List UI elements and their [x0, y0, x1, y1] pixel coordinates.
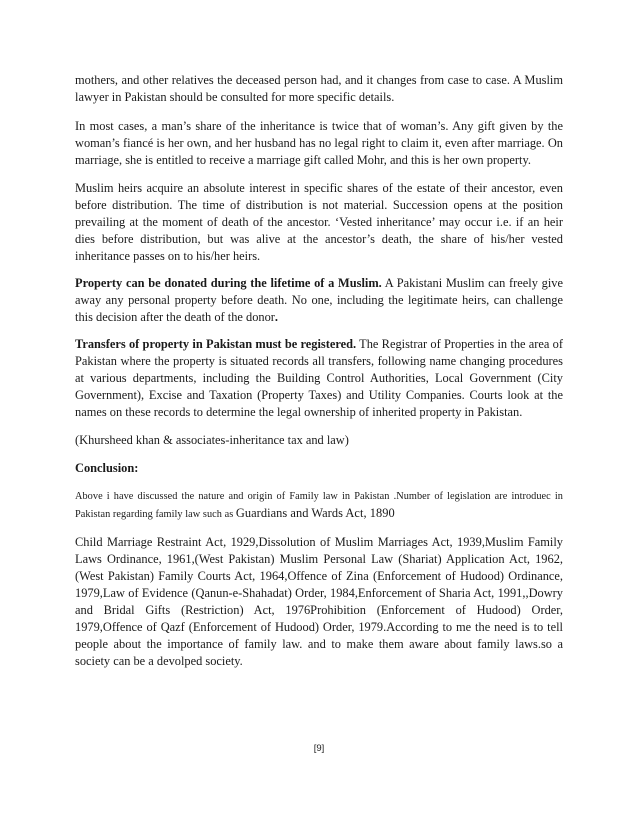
paragraph-conclusion-intro-text: Above i have discussed the nature and origin of Family law in Pakistan .Number of legislation are introduec in Pakistan regarding family law such as: [75, 491, 563, 520]
paragraph-transfers-registered-text: The Registrar of Properties in the area of Pakistan where the property is situated records all transfers, following name changing procedures at various departments, including the Building Control Authorities, Local Government (City Government), Excise and Taxation (Property Taxes) and Utility Companies. Courts look at the names on these records to determine the legal ownership of inherited property in Pakistan.: [75, 337, 563, 419]
paragraph-transfers-registered: [75, 336, 563, 421]
paragraph-property-donated-end: .: [274, 310, 279, 324]
paragraph-conclusion-intro: [75, 488, 563, 523]
paragraph-conclusion-intro-act: Guardians and Wards Act, 1890: [235, 506, 395, 520]
paragraph-muslim-heirs: Muslim heirs acquire an absolute interest in specific shares of the estate of their ancestor, even before distribution. The time of distribution is not material. Succession opens at the position prevailing at the moment of death of the ancestor. ‘Vested inheritance’ may occur i.e. if an heir dies before distribution, but was alive at the ancestor’s death, the share of his/her vested inheritance passes on to his/her heirs.: [75, 181, 563, 263]
paragraph-lawyer-consult: mothers, and other relatives the deceased person had, and it changes from case to case. A Muslim lawyer in Pakistan should be consulted for more specific details.: [75, 73, 563, 104]
paragraph-property-donated: [75, 275, 563, 326]
paragraph-inheritance-share: In most cases, a man’s share of the inheritance is twice that of woman’s. Any gift given by the woman’s fiancé is her own, and her husband has no legal right to claim it, even after marriage. On marriage, she is entitled to receive a marriage gift called Mohr, and this is her own property.: [75, 119, 563, 167]
page-number: [9]: [313, 743, 325, 754]
conclusion-heading: [75, 460, 563, 477]
paragraph-property-donated-heading: Property can be donated during the lifetime of a Muslim.: [75, 276, 382, 290]
citation: (Khursheed khan & associates-inheritance tax and law): [75, 433, 349, 447]
paragraph-transfers-registered-heading: Transfers of property in Pakistan must be registered.: [75, 337, 357, 351]
paragraph-legislation-list: Child Marriage Restraint Act, 1929,Dissolution of Muslim Marriages Act, 1939,Muslim Family Laws Ordinance, 1961,(West Pakistan) Muslim Personal Law (Shariat) Application Act, 1962, (West Pakistan) Family Courts Act, 1964,Offence of Zina (Enforcement of Hudood) Ordinance, 1979,Law of Evidence (Qanun-e-Shahadat) Order, 1984,Enforcement of Sharia Act, 1991,,Dowry and Bridal Gifts (Restriction) Act, 1976Prohibition (Enforcement of Hudood) Order, 1979,Offence of Qazf (Enforcement of Hudood) Order, 1979.According to me the need is to tell people about the importance of family law. and to make them aware about family laws.so a society can be a devolped society.: [75, 535, 563, 668]
document-page: [75, 72, 563, 679]
paragraph-property-donated-text: A Pakistani Muslim can freely give away any personal property before death. No one, including the legitimate heirs, can challenge this decision after the death of the donor: [75, 276, 563, 324]
conclusion-heading-text: Conclusion:: [75, 461, 139, 475]
